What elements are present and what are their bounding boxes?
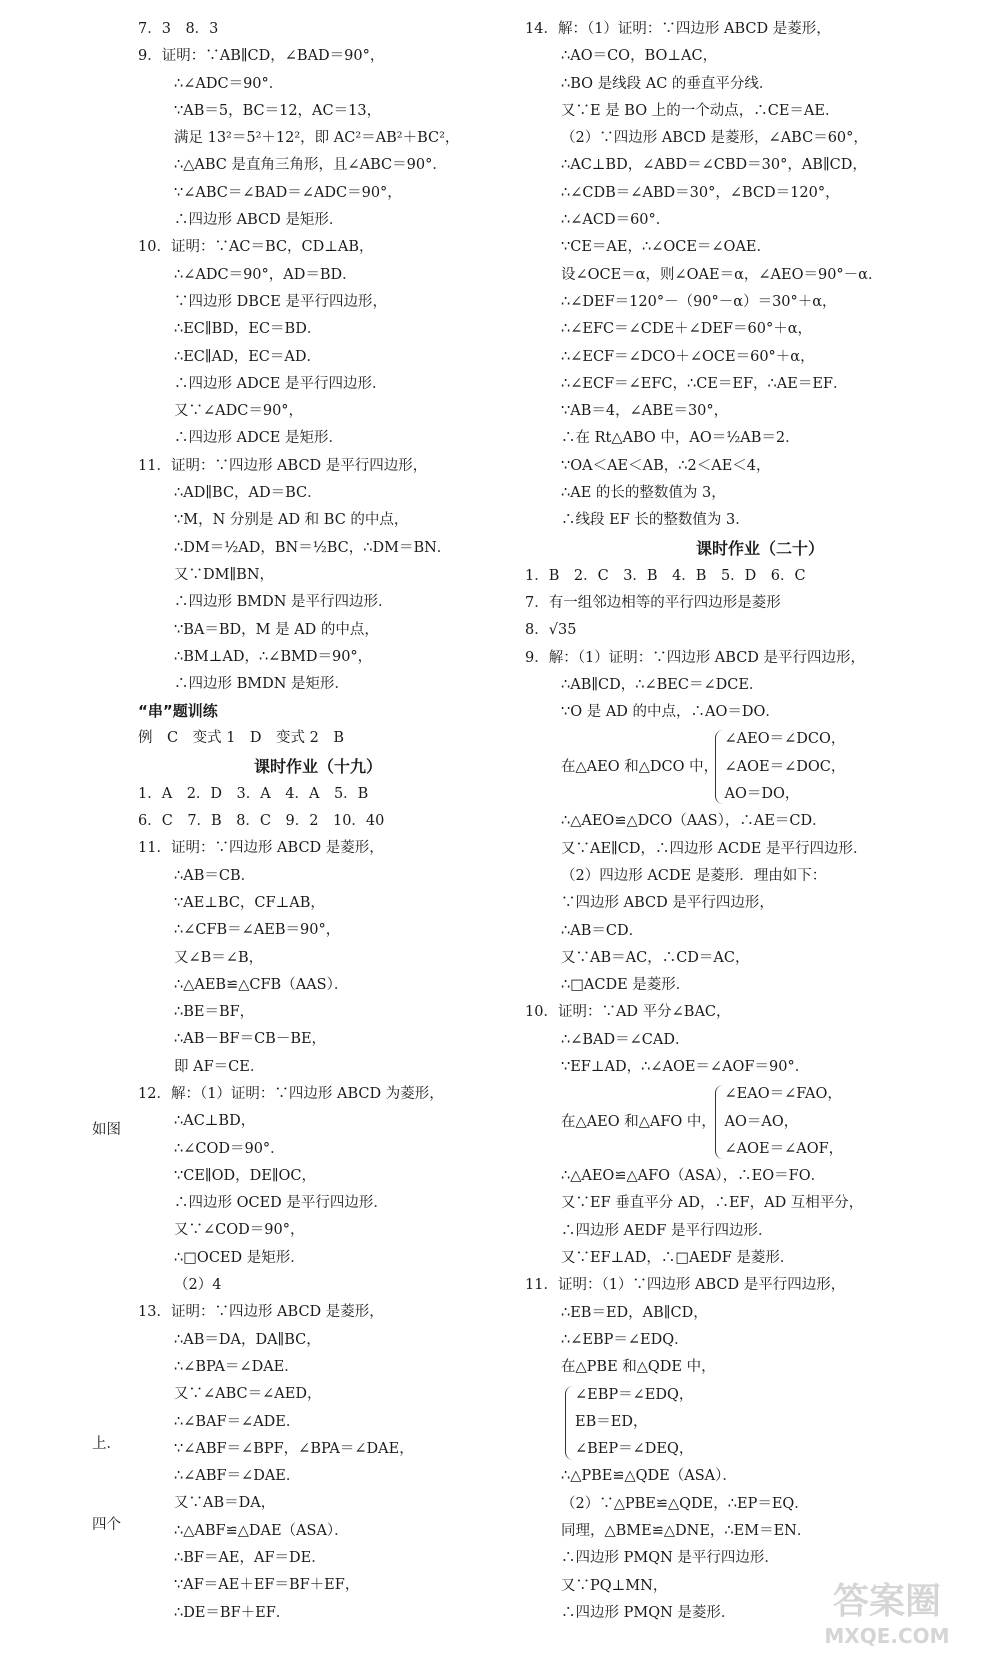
left-brace — [715, 1085, 724, 1159]
text-line: ∴∠BPA＝∠DAE． — [174, 1358, 299, 1375]
text-line: ∴∠BAD＝∠CAD． — [561, 1031, 690, 1048]
text-line: 11．证明：∵四边形 ABCD 是平行四边形， — [138, 457, 428, 474]
text-line: 9．证明：∵AB∥CD，∠BAD＝90°， — [138, 48, 385, 65]
text-line: 11．证明：（1）∵四边形 ABCD 是平行四边形， — [525, 1277, 846, 1294]
text-line: 13．证明：∵四边形 ABCD 是菱形， — [138, 1304, 384, 1321]
brace-item: AO＝DO， — [724, 786, 800, 803]
text-line: 在△PBE 和△QDE 中， — [561, 1359, 716, 1376]
text-line: 14．解：（1）证明：∵四边形 ABCD 是菱形， — [525, 21, 831, 37]
watermark-url: MXQE.COM — [824, 1624, 950, 1648]
brace-items — [575, 1382, 693, 1464]
text-line: ∴四边形 BMDN 是平行四边形． — [174, 594, 393, 611]
brace-items — [725, 1081, 844, 1163]
margin-note: 如图 — [92, 1122, 121, 1138]
section-title-20: 课时作业（二十） — [695, 538, 824, 558]
text-line: ∴四边形 ADCE 是矩形． — [174, 430, 343, 447]
text-line: ∵CE＝AE，∴∠OCE＝∠OAE． — [561, 239, 771, 256]
text-line: ∴AC⊥BD， — [174, 1113, 256, 1130]
section-title-19: 课时作业（十九） — [253, 756, 382, 776]
text-line: 又∵∠COD＝90°， — [174, 1222, 305, 1239]
text-line: 又∵DM∥BN， — [174, 566, 275, 583]
text-line: ∴AB＝CD． — [561, 922, 644, 939]
text-line: 即 AF＝CE． — [174, 1058, 265, 1075]
text-line: ∴DE＝BF＋EF． — [174, 1604, 291, 1621]
text-line: ∴EB＝ED，AB∥CD， — [561, 1304, 708, 1321]
text-line: ∴∠ADC＝90°． — [174, 75, 284, 92]
text-line: ∴EC∥BD，EC＝BD． — [174, 321, 322, 338]
text-line: ∴DM＝½AD，BN＝½BC，∴DM＝BN． — [174, 539, 452, 556]
text-line: ∴∠COD＝90°． — [174, 1140, 285, 1157]
text-line: ∴BO 是线段 AC 的垂直平分线． — [561, 75, 774, 92]
text-line: ∴△AEB≌△CFB（AAS）． — [174, 976, 349, 993]
left-column — [138, 16, 498, 1627]
text-line: ∴□OCED 是矩形． — [174, 1249, 305, 1266]
text-line: ∵EF⊥AD，∴∠AOE＝∠AOF＝90°． — [561, 1058, 810, 1075]
text-line: ∴∠CDB＝∠ABD＝30°，∠BCD＝120°， — [561, 184, 840, 201]
text-line: ∵CE∥OD，DE∥OC， — [174, 1167, 317, 1184]
text-line: ∴∠ABF＝∠DAE． — [174, 1468, 301, 1485]
text-line: ∴AB＝DA，DA∥BC， — [174, 1331, 321, 1348]
text-line: ∵AB＝5，BC＝12，AC＝13， — [174, 102, 382, 119]
left-brace — [565, 1386, 574, 1460]
brace-item: ∠BEP＝∠DEQ， — [575, 1441, 694, 1458]
text-line: 1．A 2．D 3．A 4．A 5．B — [138, 785, 369, 802]
text-line: 又∵AE∥CD，∴四边形 ACDE 是平行四边形． — [561, 840, 868, 857]
text-line: 11．证明：∵四边形 ABCD 是菱形， — [138, 840, 384, 857]
text-line: ∴∠BAF＝∠ADE． — [174, 1413, 301, 1430]
text-line: ∴AO＝CO，BO⊥AC， — [561, 48, 718, 65]
text-line: ∵AB＝4，∠ABE＝30°， — [561, 403, 729, 420]
text-line: 又∵EF 垂直平分 AD，∴EF，AD 互相平分， — [561, 1195, 864, 1212]
text-line: ∵OA＜AE＜AB，∴2＜AE＜4， — [561, 457, 771, 474]
text-line: ∴∠ACD＝60°． — [561, 212, 671, 229]
text-line: ∴∠EFC＝∠CDE＋∠DEF＝60°＋α， — [561, 321, 812, 338]
text-line: ∴BE＝BF， — [174, 1004, 255, 1021]
brace-item: ∠AEO＝∠DCO， — [724, 731, 846, 748]
text-line: ∴AB＝CB． — [174, 867, 256, 884]
brace-condition-group — [525, 726, 995, 808]
text-line: ∴△AEO≌△DCO（AAS），∴AE＝CD． — [561, 813, 827, 830]
text-line: ∴∠ECF＝∠DCO＋∠OCE＝60°＋α， — [561, 348, 815, 365]
brace-item: EB＝ED， — [575, 1413, 648, 1430]
text-line: 又∵AB＝DA， — [174, 1495, 276, 1512]
text-line: 满足 13²＝5²＋12²，即 AC²＝AB²＋BC²， — [174, 130, 460, 147]
brace-lead-text: 在△AEO 和△DCO 中， — [561, 758, 719, 775]
text-line: 8．√35 — [525, 622, 577, 639]
margin-note: 四个 — [92, 1517, 121, 1533]
left-brace — [715, 730, 724, 804]
brace-condition-group — [525, 1382, 995, 1464]
text-line: ∴BM⊥AD，∴∠BMD＝90°， — [174, 648, 373, 665]
text-line: ∴△ABF≌△DAE（ASA）． — [174, 1522, 349, 1539]
text-line: ∴∠EBP＝∠EDQ． — [561, 1331, 689, 1348]
text-line: （2）∵△PBE≌△QDE，∴EP＝EQ． — [561, 1495, 809, 1512]
text-line: ∴□ACDE 是菱形． — [561, 977, 691, 994]
text-line: 1．B 2．C 3．B 4．B 5．D 6．C — [525, 567, 806, 584]
text-line: （2）∵四边形 ABCD 是菱形，∠ABC＝60°， — [561, 130, 868, 147]
text-line: ∵∠ABF＝∠BPF，∠BPA＝∠DAE， — [174, 1440, 414, 1457]
text-line: ∴AB－BF＝CB－BE， — [174, 1031, 327, 1048]
text-line: ∴四边形 BMDN 是矩形． — [174, 676, 350, 693]
text-line: 10．证明：∵AD 平分∠BAC， — [525, 1004, 731, 1021]
text-line: ∴AC⊥BD，∠ABD＝∠CBD＝30°，AB∥CD， — [561, 157, 867, 174]
text-line: ∴在 Rt△ABO 中，AO＝½AB＝2． — [561, 430, 800, 447]
text-line: ∴四边形 OCED 是平行四边形． — [174, 1195, 388, 1212]
brace-item: ∠AOE＝∠AOF， — [724, 1140, 844, 1157]
chuan-answers: 例 C 变式 1 D 变式 2 B — [138, 730, 345, 747]
text-line: 9．解：（1）证明：∵四边形 ABCD 是平行四边形， — [525, 649, 866, 666]
text-line: ∴∠DEF＝120°－（90°－α）＝30°＋α， — [561, 293, 837, 310]
text-line: 12．解：（1）证明：∵四边形 ABCD 为菱形， — [138, 1085, 444, 1102]
text-line: ∵四边形 DBCE 是平行四边形， — [174, 293, 387, 310]
text-line: （2）4 — [174, 1277, 222, 1294]
text-line: ∴AD∥BC，AD＝BC． — [174, 485, 322, 502]
watermark-text: 答案圈 — [832, 1581, 942, 1622]
text-line: 设∠OCE＝α，则∠OAE＝α，∠AEO＝90°－α． — [561, 266, 883, 283]
text-line: 同理，△BME≌△DNE，∴EM＝EN． — [561, 1523, 812, 1540]
text-line: ∵O 是 AD 的中点，∴AO＝DO． — [561, 704, 780, 721]
right-column — [525, 16, 995, 1627]
text-line: ∵AE⊥BC，CF⊥AB， — [174, 894, 325, 911]
text-line: ∴四边形 ADCE 是平行四边形． — [174, 375, 387, 392]
text-line: ∴∠ECF＝∠EFC，∴CE＝EF，∴AE＝EF． — [561, 375, 848, 392]
text-line: 7．有一组邻边相等的平行四边形是菱形 — [525, 594, 781, 611]
text-line: 又∵AB＝AC，∴CD＝AC， — [561, 949, 750, 966]
text-line: ∴AB∥CD，∴∠BEC＝∠DCE． — [561, 676, 764, 693]
brace-item: AO＝AO， — [724, 1113, 799, 1130]
text-line: ∵M，N 分别是 AD 和 BC 的中点， — [174, 512, 409, 529]
margin-note: 上． — [92, 1436, 121, 1452]
text-line: ∴线段 EF 长的整数值为 3． — [561, 512, 750, 529]
text-line: 又∵∠ABC＝∠AED， — [174, 1386, 322, 1403]
text-line: 6．C 7．B 8．C 9．2 10．40 — [138, 813, 385, 830]
text-line: ∴△PBE≌△QDE（ASA）． — [561, 1468, 737, 1485]
text-line: 7．3 8．3 — [138, 21, 219, 37]
brace-item: ∠EAO＝∠FAO， — [724, 1086, 842, 1103]
section-chuan-title: “串”题训练 — [138, 702, 218, 721]
text-line: ∴∠CFB＝∠AEB＝90°， — [174, 922, 341, 939]
text-line: 又∵PQ⊥MN， — [561, 1577, 668, 1594]
brace-item: ∠AOE＝∠DOC， — [724, 758, 846, 775]
text-line: ∵∠ABC＝∠BAD＝∠ADC＝90°， — [174, 184, 402, 201]
text-line: ∴△AEO≌△AFO（ASA），∴EO＝FO． — [561, 1168, 826, 1185]
text-line: （2）四边形 ACDE 是菱形．理由如下： — [561, 867, 827, 884]
text-line: ∴BF＝AE，AF＝DE． — [174, 1550, 326, 1567]
text-line: ∴四边形 PMQN 是菱形． — [561, 1604, 736, 1621]
text-line: ∵四边形 ABCD 是平行四边形， — [561, 895, 774, 912]
text-line: ∴△ABC 是直角三角形，且∠ABC＝90°． — [174, 157, 447, 174]
text-line: ∴∠ADC＝90°，AD＝BD． — [174, 266, 357, 283]
text-line: 又∠B＝∠B， — [174, 949, 264, 966]
text-line: 又∵EF⊥AD，∴□AEDF 是菱形． — [561, 1250, 795, 1267]
brace-items — [725, 726, 846, 808]
watermark-logo — [792, 1571, 982, 1651]
text-line: ∴AE 的长的整数值为 3， — [561, 485, 726, 502]
brace-condition-group — [525, 1081, 995, 1163]
text-line: ∴四边形 ABCD 是矩形． — [174, 212, 344, 229]
text-line: 又∵∠ADC＝90°， — [174, 403, 304, 420]
brace-item: ∠EBP＝∠EDQ， — [575, 1386, 694, 1403]
text-line: ∵AF＝AE＋EF＝BF＋EF， — [174, 1577, 360, 1594]
text-line: 又∵E 是 BO 上的一个动点，∴CE＝AE． — [561, 102, 840, 119]
text-line: ∴四边形 PMQN 是平行四边形． — [561, 1550, 779, 1567]
brace-lead-text: 在△AEO 和△AFO 中， — [561, 1113, 716, 1130]
text-line: ∵BA＝BD，M 是 AD 的中点， — [174, 621, 379, 638]
text-line: ∴四边形 AEDF 是平行四边形． — [561, 1222, 773, 1239]
text-line: 10．证明：∵AC＝BC，CD⊥AB， — [138, 239, 374, 256]
text-line: ∴EC∥AD，EC＝AD． — [174, 348, 321, 365]
